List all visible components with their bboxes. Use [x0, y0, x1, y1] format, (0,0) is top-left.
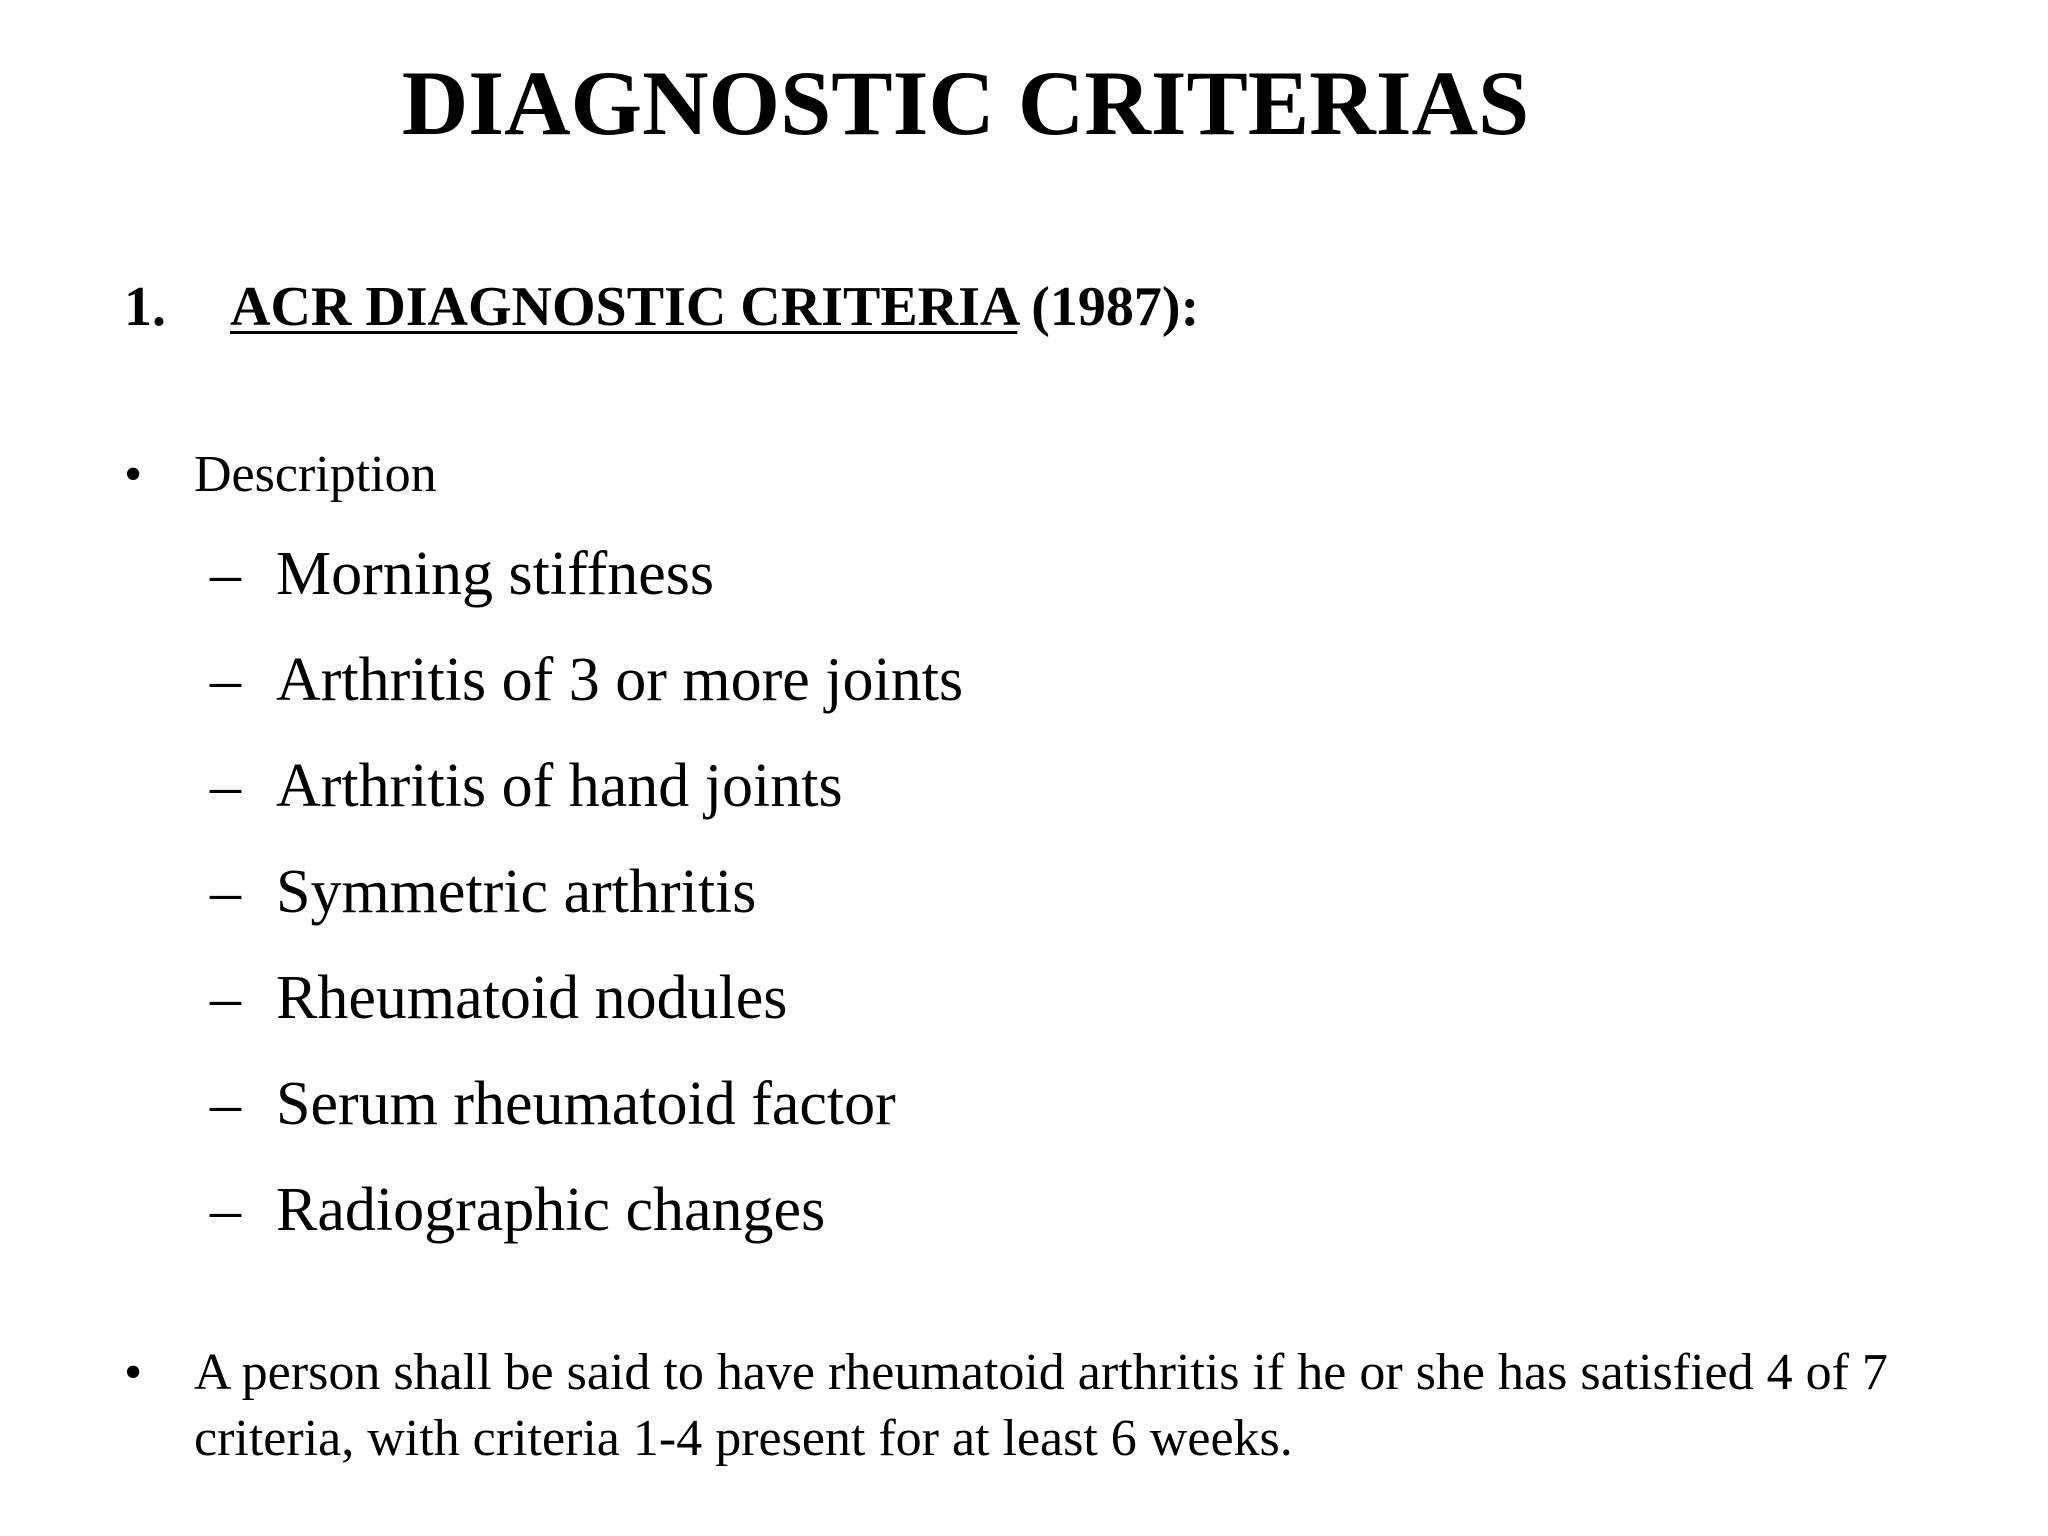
section-number: 1.	[124, 276, 166, 338]
dash-icon: –	[210, 646, 241, 714]
description-label: Description	[194, 446, 437, 503]
list-item	[210, 954, 1610, 1060]
criterion-text: Radiographic changes	[276, 1176, 826, 1244]
criteria-list	[210, 530, 1610, 1272]
list-item	[210, 636, 1610, 742]
list-item	[210, 848, 1610, 954]
dash-icon: –	[210, 540, 241, 608]
dash-icon: –	[210, 964, 241, 1032]
bullet-icon: •	[124, 446, 143, 503]
list-item	[210, 1166, 1610, 1272]
criterion-text: Rheumatoid nodules	[276, 964, 788, 1032]
criterion-text: Morning stiffness	[276, 540, 715, 608]
criterion-text: Symmetric arthritis	[276, 858, 757, 926]
dash-icon: –	[210, 752, 241, 820]
bullet-icon: •	[124, 1344, 143, 1401]
criterion-text: Serum rheumatoid factor	[276, 1070, 896, 1138]
dash-icon: –	[210, 1176, 241, 1244]
list-item	[210, 1060, 1610, 1166]
dash-icon: –	[210, 1070, 241, 1138]
dash-icon: –	[210, 858, 241, 926]
slide-title: DIAGNOSTIC CRITERIAS	[401, 52, 1530, 154]
section-year: (1987):	[1017, 276, 1200, 338]
list-item	[210, 530, 1610, 636]
criterion-text: Arthritis of hand joints	[276, 752, 843, 820]
section-name: ACR DIAGNOSTIC CRITERIA	[230, 276, 1018, 338]
description-bullet	[124, 442, 924, 512]
criterion-text: Arthritis of 3 or more joints	[276, 646, 964, 714]
section-heading	[124, 272, 1199, 342]
conclusion-text: A person shall be said to have rheumatoid arthritis if he or she has satisfied 4 of 7 criteria, with criteria 1-4 present for at least 6 weeks.	[194, 1344, 1888, 1467]
list-item	[210, 742, 1610, 848]
